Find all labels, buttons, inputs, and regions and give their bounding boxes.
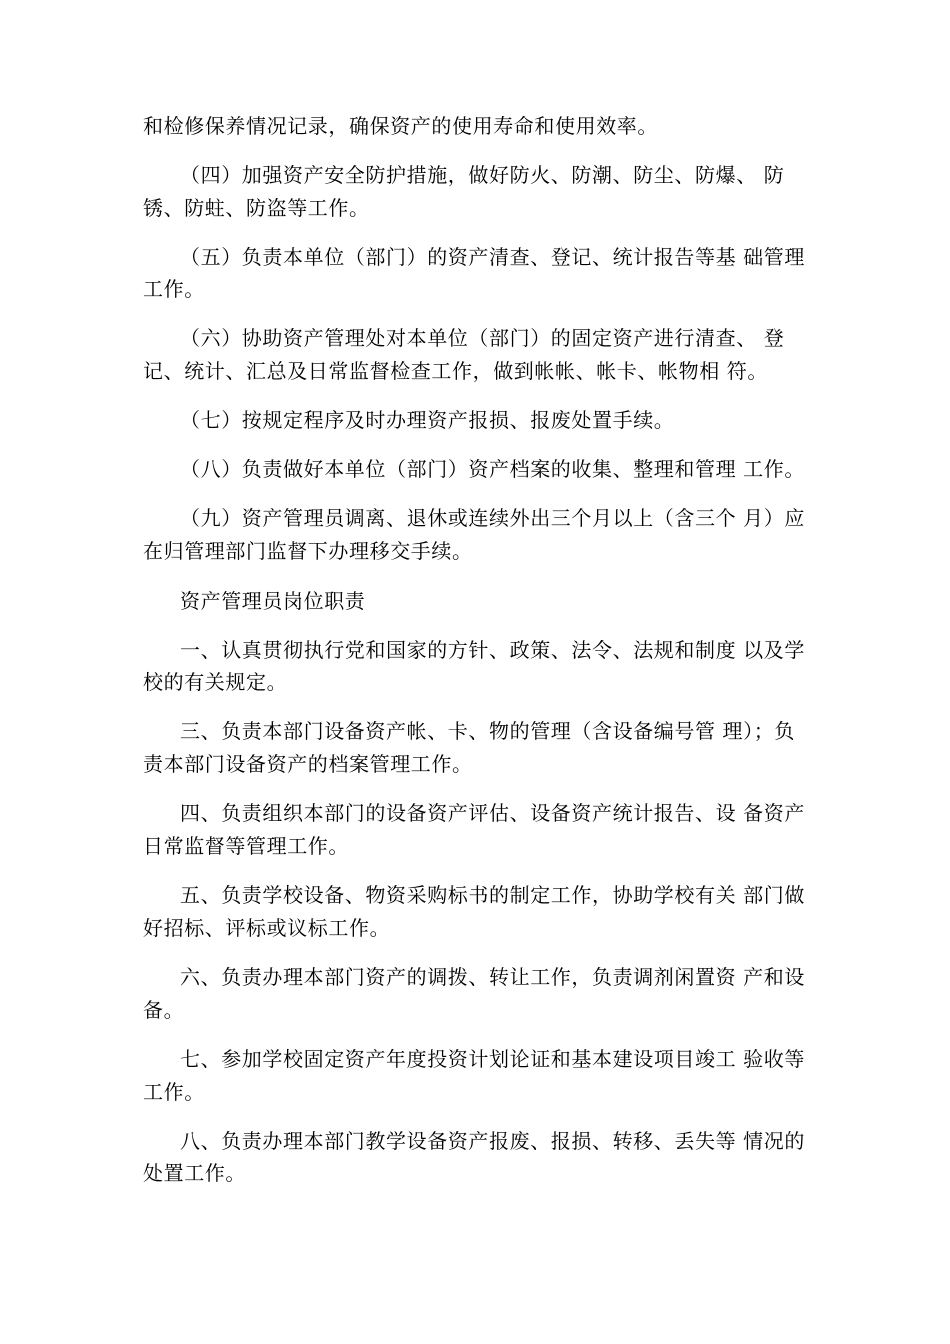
- paragraph-line: 工作。: [143, 277, 205, 301]
- paragraph-line: 处置工作。: [143, 1161, 246, 1185]
- paragraph-line: 备。: [143, 998, 185, 1022]
- paragraph-line: 三、负责本部门设备资产帐、卡、物的管理（含设备编号管 理）；负: [180, 719, 795, 743]
- paragraph-line: （八）负责做好本单位（部门）资产档案的收集、整理和管理 工作。: [180, 457, 805, 481]
- section-heading: 资产管理员岗位职责: [180, 589, 366, 613]
- paragraph-line: 五、负责学校设备、物资采购标书的制定工作，协助学校有关 部门做: [180, 883, 805, 907]
- paragraph-line: 八、负责办理本部门教学设备资产报废、报损、转移、丢失等 情况的: [180, 1129, 805, 1153]
- paragraph-line: 在归管理部门监督下办理移交手续。: [143, 539, 473, 563]
- paragraph-line: 好招标、评标或议标工作。: [143, 916, 391, 940]
- paragraph-line: 锈、防蛀、防盗等工作。: [143, 196, 370, 220]
- paragraph-line: 七、参加学校固定资产年度投资计划论证和基本建设项目竣工 验收等: [180, 1047, 805, 1071]
- paragraph-line: （四）加强资产安全防护措施，做好防火、防潮、防尘、防爆、 防: [180, 163, 785, 187]
- paragraph-line: 日常监督等管理工作。: [143, 834, 349, 858]
- paragraph-line: （九）资产管理员调离、退休或连续外出三个月以上（含三个 月）应: [180, 506, 805, 530]
- paragraph-line: 记、统计、汇总及日常监督检查工作，做到帐帐、帐卡、帐物相 符。: [143, 359, 768, 383]
- paragraph-line: 六、负责办理本部门资产的调拨、转让工作，负责调剂闲置资 产和设: [180, 965, 805, 989]
- paragraph-line: （五）负责本单位（部门）的资产清查、登记、统计报告等基 础管理: [180, 245, 805, 269]
- paragraph-line: 四、负责组织本部门的设备资产评估、设备资产统计报告、设 备资产: [180, 801, 805, 825]
- paragraph-line: 一、认真贯彻执行党和国家的方针、政策、法令、法规和制度 以及学: [180, 638, 805, 662]
- paragraph-line: 校的有关规定。: [143, 670, 288, 694]
- paragraph-line: 责本部门设备资产的档案管理工作。: [143, 752, 473, 776]
- paragraph-line: （六）协助资产管理处对本单位（部门）的固定资产进行清查、 登: [180, 326, 785, 350]
- paragraph-line: 和检修保养情况记录，确保资产的使用寿命和使用效率。: [143, 114, 658, 138]
- paragraph-line: 工作。: [143, 1080, 205, 1104]
- paragraph-line: （七）按规定程序及时办理资产报损、报废处置手续。: [180, 408, 675, 432]
